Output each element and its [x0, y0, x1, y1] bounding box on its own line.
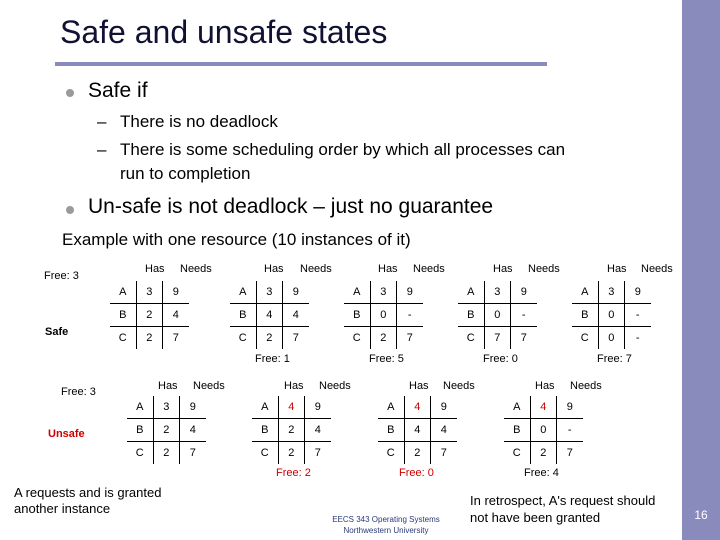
safe-free-3: Free: 0	[483, 353, 518, 365]
unsafe-free-1: Free: 2	[276, 467, 311, 479]
table-row	[504, 442, 583, 465]
table-cell: 9	[305, 396, 331, 419]
table-cell: 4	[530, 396, 557, 419]
table-cell: 2	[530, 442, 557, 465]
table-cell: C	[127, 442, 153, 465]
table-cell: 3	[370, 281, 397, 304]
table-row	[504, 419, 583, 442]
safe-table-1	[110, 281, 189, 349]
table-cell: A	[127, 396, 153, 419]
table-cell: 3	[256, 281, 283, 304]
table-cell: 9	[557, 396, 583, 419]
sub-bullet-no-deadlock: There is no deadlock	[120, 112, 278, 131]
table-row	[504, 396, 583, 419]
col-header-needs: Needs	[413, 263, 445, 275]
table-row	[572, 304, 651, 327]
table-cell: C	[378, 442, 404, 465]
table-cell: 0	[370, 304, 397, 327]
table-cell: 7	[305, 442, 331, 465]
table-row	[458, 327, 537, 350]
table-cell: 7	[431, 442, 457, 465]
table-cell: 4	[404, 396, 431, 419]
sub-bullet-scheduling-line2: run to completion	[120, 164, 251, 183]
table-cell: B	[344, 304, 370, 327]
table-cell: C	[504, 442, 530, 465]
table-cell: 4	[180, 419, 206, 442]
table-cell: A	[230, 281, 256, 304]
note-left-line2: another instance	[14, 501, 111, 516]
table-cell: 9	[180, 396, 206, 419]
table-cell: 7	[163, 327, 189, 350]
safe-table-2	[230, 281, 309, 349]
dash-marker: –	[97, 140, 107, 159]
bullet-dot-icon	[66, 89, 74, 97]
dash-marker: –	[97, 112, 107, 131]
unsafe-free-2: Free: 0	[399, 467, 434, 479]
table-cell: A	[344, 281, 370, 304]
table-cell: 2	[136, 327, 163, 350]
bullet-unsafe: Un-safe is not deadlock – just no guarantee	[88, 195, 494, 218]
table-cell: 7	[484, 327, 511, 350]
bullet-dot-icon	[66, 206, 74, 214]
table-cell: 4	[431, 419, 457, 442]
table-cell: B	[252, 419, 278, 442]
table-cell: A	[378, 396, 404, 419]
sidebar-bar	[682, 0, 720, 540]
col-header-has: Has	[284, 380, 304, 392]
col-header-has: Has	[378, 263, 398, 275]
footer-line2: Northwestern University	[343, 526, 429, 535]
table-row	[252, 396, 331, 419]
table-cell: -	[557, 419, 583, 442]
table-cell: C	[458, 327, 484, 350]
table-cell: -	[511, 304, 537, 327]
note-right-line1: In retrospect, A's request should	[470, 493, 656, 508]
unsafe-label: Unsafe	[48, 428, 85, 440]
table-row	[110, 304, 189, 327]
table-cell: 2	[153, 419, 180, 442]
col-header-has: Has	[264, 263, 284, 275]
table-cell: 2	[278, 442, 305, 465]
unsafe-table-4	[504, 396, 583, 464]
table-cell: 2	[136, 304, 163, 327]
table-cell: 9	[625, 281, 651, 304]
col-header-needs: Needs	[570, 380, 602, 392]
table-cell: 0	[598, 304, 625, 327]
table-cell: 3	[484, 281, 511, 304]
table-cell: A	[572, 281, 598, 304]
table-cell: 2	[404, 442, 431, 465]
safe-label: Safe	[45, 326, 69, 338]
slide-title: Safe and unsafe states	[60, 14, 388, 50]
table-cell: 7	[511, 327, 537, 350]
table-cell: 7	[557, 442, 583, 465]
table-cell: -	[625, 327, 651, 350]
unsafe-table-2	[252, 396, 331, 464]
table-cell: 9	[511, 281, 537, 304]
table-cell: 9	[283, 281, 309, 304]
col-header-has: Has	[493, 263, 513, 275]
note-left-line1: A requests and is granted	[14, 485, 162, 500]
table-cell: 9	[431, 396, 457, 419]
table-row	[110, 281, 189, 304]
unsafe-table-3	[378, 396, 457, 464]
table-cell: -	[397, 304, 423, 327]
col-header-has: Has	[409, 380, 429, 392]
table-row	[344, 281, 423, 304]
table-cell: A	[504, 396, 530, 419]
safe-table-5	[572, 281, 651, 349]
table-cell: 3	[153, 396, 180, 419]
note-right-line2: not have been granted	[470, 510, 601, 525]
table-cell: 7	[180, 442, 206, 465]
bullet-safe-if: Safe if	[88, 79, 148, 102]
table-cell: 4	[283, 304, 309, 327]
table-row	[378, 419, 457, 442]
table-cell: B	[110, 304, 136, 327]
table-cell: 2	[370, 327, 397, 350]
footer-source	[320, 514, 452, 536]
table-cell: 2	[153, 442, 180, 465]
table-cell: 0	[484, 304, 511, 327]
col-header-has: Has	[145, 263, 165, 275]
table-row	[572, 327, 651, 350]
col-header-needs: Needs	[319, 380, 351, 392]
table-cell: B	[572, 304, 598, 327]
table-cell: C	[252, 442, 278, 465]
table-cell: B	[458, 304, 484, 327]
table-cell: 2	[278, 419, 305, 442]
table-cell: A	[252, 396, 278, 419]
table-cell: 3	[136, 281, 163, 304]
footer-line1: EECS 343 Operating Systems	[332, 515, 440, 524]
note-right	[470, 492, 655, 526]
table-cell: 4	[278, 396, 305, 419]
table-cell: 3	[598, 281, 625, 304]
table-row	[378, 442, 457, 465]
table-row	[572, 281, 651, 304]
safe-free-initial: Free: 3	[44, 270, 79, 282]
table-cell: B	[230, 304, 256, 327]
safe-table-4	[458, 281, 537, 349]
table-row	[378, 396, 457, 419]
table-cell: A	[110, 281, 136, 304]
table-cell: A	[458, 281, 484, 304]
table-cell: 0	[598, 327, 625, 350]
safe-free-2: Free: 5	[369, 353, 404, 365]
table-row	[458, 281, 537, 304]
table-cell: 4	[163, 304, 189, 327]
table-cell: C	[230, 327, 256, 350]
table-row	[252, 442, 331, 465]
title-underline	[55, 62, 547, 66]
col-header-needs: Needs	[641, 263, 673, 275]
safe-table-3	[344, 281, 423, 349]
page-number: 16	[694, 508, 708, 522]
table-cell: C	[110, 327, 136, 350]
table-row	[127, 396, 206, 419]
unsafe-free-3: Free: 4	[524, 467, 559, 479]
table-cell: C	[344, 327, 370, 350]
table-cell: B	[378, 419, 404, 442]
unsafe-free-initial: Free: 3	[61, 386, 96, 398]
table-row	[230, 327, 309, 350]
table-cell: 4	[256, 304, 283, 327]
col-header-needs: Needs	[300, 263, 332, 275]
example-caption: Example with one resource (10 instances of it)	[62, 230, 411, 249]
table-cell: B	[127, 419, 153, 442]
sub-bullet-scheduling-line1: There is some scheduling order by which all processes can	[120, 140, 566, 159]
note-left	[14, 485, 161, 517]
col-header-needs: Needs	[528, 263, 560, 275]
table-cell: C	[572, 327, 598, 350]
table-cell: B	[504, 419, 530, 442]
safe-free-1: Free: 1	[255, 353, 290, 365]
table-cell: 7	[283, 327, 309, 350]
table-cell: 0	[530, 419, 557, 442]
table-cell: 7	[397, 327, 423, 350]
table-cell: 4	[404, 419, 431, 442]
col-header-has: Has	[607, 263, 627, 275]
table-row	[252, 419, 331, 442]
table-cell: 2	[256, 327, 283, 350]
table-row	[344, 327, 423, 350]
col-header-has: Has	[535, 380, 555, 392]
table-row	[230, 281, 309, 304]
table-row	[230, 304, 309, 327]
safe-free-4: Free: 7	[597, 353, 632, 365]
col-header-needs: Needs	[193, 380, 225, 392]
table-row	[458, 304, 537, 327]
col-header-needs: Needs	[180, 263, 212, 275]
table-row	[127, 419, 206, 442]
table-row	[344, 304, 423, 327]
table-cell: -	[625, 304, 651, 327]
table-cell: 9	[397, 281, 423, 304]
col-header-needs: Needs	[443, 380, 475, 392]
table-row	[110, 327, 189, 350]
col-header-has: Has	[158, 380, 178, 392]
table-cell: 9	[163, 281, 189, 304]
unsafe-table-1	[127, 396, 206, 464]
table-row	[127, 442, 206, 465]
table-cell: 4	[305, 419, 331, 442]
